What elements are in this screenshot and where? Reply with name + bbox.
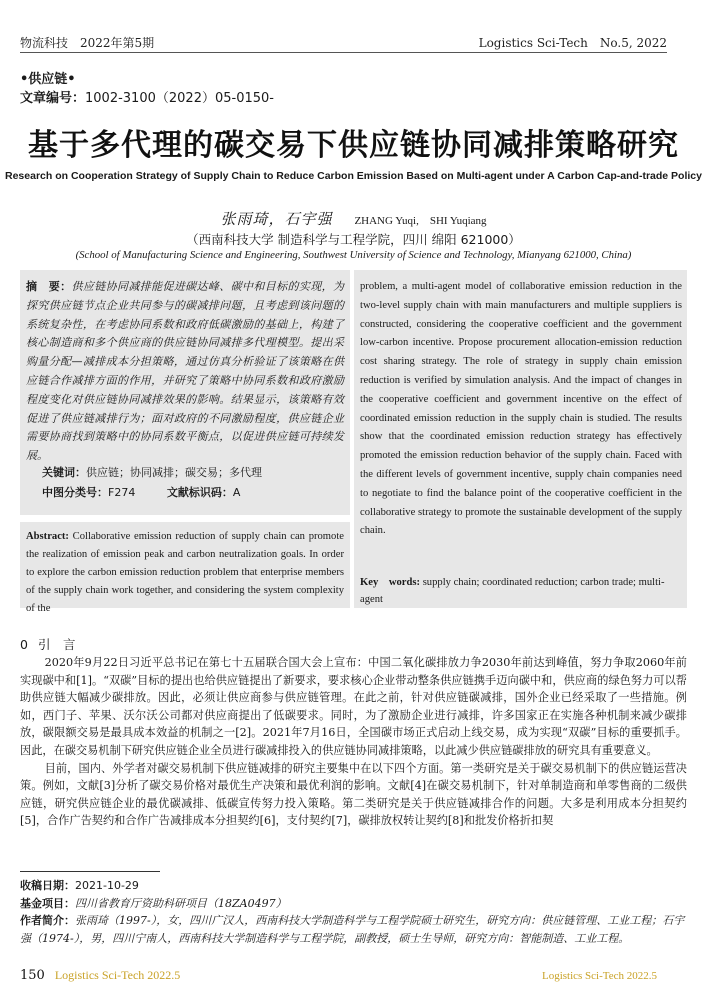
footnote-divider [20, 871, 160, 872]
footer-source-left: Logistics Sci-Tech 2022.5 [54, 968, 181, 982]
abstract-en-right: problem, a multi-agent model of collaborative emission reduction in the two-level supply chain with main manufacturers and multiple suppliers is constructed, considering the cooperative coefficient and the government low-carbon incentive. Propose procurement allocation-emission reduction cost sharing strategy. The role of strategy in supply chain emission reduction is verified by simulation analysis. And the impact of changes in the cooperative coefficient and government incentive on the effect of coordinated emission reduction in the supply chain is studied. The results show that the coordinated emission reduction strategy has effectively promoted the emission reduction behavior of the supply chain. Faced with the different levels of government incentive, supply chain companies need to negotiate to find the balance point of the cooperative coefficient in the collaborative strategy to promote the sustainable development of the supply chain. [360, 281, 682, 537]
title-zh: 基于多代理的碳交易下供应链协同减排策略研究 [28, 128, 679, 163]
journal-issue-en: Logistics Sci-Tech No.5, 2022 [478, 36, 667, 50]
article-number-value: 1002-3100（2022）05-0150- [85, 91, 274, 106]
paragraph: 2020年9月22日习近平总书记在第七十五届联合国大会上宣布：中国二氧化碳排放力争2030年前达到峰值，努力争取2060年前实现碳中和[1]。“双碳”目标的提出也给供应链提出了新要求，要求核心企业带动整条供应链携手迈向碳中和，供应商的绿色努力可以帮助供应链大幅减少碳排放。因此，必须让供应商参与供应链管理。在此之前，针对供应链碳减排，国外企业已经采取了一些措施。例如，西门子、苹果、沃尔沃公司都对供应商提出了低碳要求。同时，为了激励企业进行减排，许多国家正在实施各种机制来减少碳排放，碳限额交易是最具成本效益的机制之一[2]。2021年7月16日，全国碳市场正式启动上线交易，成为实现“双碳”目标的重要抓手。因此，在碳交易机制下研究供应链企业全员进行碳减排投入的供应链协同减排策略，以此减少供应链碳排放的研究具有重要意义。 [20, 656, 687, 757]
paragraph: 目前，国内、外学者对碳交易机制下供应链减排的研究主要集中在以下四个方面。第一类研究是关于碳交易机制下的供应链运营决策。例如，文献[3]分析了碳交易价格对最优生产决策和最优利润的影响。文献[4]在碳交易机制下，针对单制造商和单零售商的二级供应链，研究供应链企业的最优碳减排、低碳宣传努力投入策略。第二类研究是关于供应链减排合作的问题。大多是利用成本分担契约[5]，合作广告契约和合作广告减排成本分担契约[6]，支付契约[7]，碳排放权转让契约[8]和批发价格折扣契 [20, 761, 687, 828]
abstract-en-text-left: Collaborative emission reduction of supply chain can promote the realization of emission peak and carbon neutralization goals. In order to explore the carbon emission reduction problem that enterprise members of the supply chain work together, and considering the system complexity of the [26, 531, 344, 614]
article-number [20, 87, 274, 106]
doc-code-value: A [232, 486, 241, 499]
fund-project: 基金项目：四川省教育厅资助科研项目（18ZA0497） [20, 896, 287, 910]
authors [0, 208, 707, 229]
doc-code-label: 文献标识码： [166, 486, 233, 499]
keywords-zh-label: 关键词： [42, 466, 86, 479]
section-title: 引 言 [37, 637, 76, 652]
article-number-label: 文章编号： [20, 91, 86, 106]
affiliation-en: (School of Manufacturing Science and Engineering, Southwest University of Science and Technology, Mianyang 621000, China) [75, 249, 632, 261]
section-number: 0 [20, 637, 28, 652]
abstract-zh-text: 供应链协同减排能促进碳达峰、碳中和目标的实现，为探究供应链节点企业共同参与的碳减排问题，且考虑到该问题的系统复杂性，在考虑协同系数和政府低碳激励的基础上，构建了核心制造商和多个供应商的供应链协同减排多代理模型。提出采购量分配—减排成本分担策略，通过仿真分析验证了该策略在供应链合作减排方面的作用，并研究了策略中协同系数和政府激励程度变化对供应链协同减排效果的影响。结果显示，该策略有效促进了供应链减排行为；面对政府的不同激励程度，供应链企业需要协商找到策略中的协同系数平衡点，以促进供应链可持续发展。 [26, 280, 345, 463]
journal-issue-zh: 物流科技 2022年第5期 [20, 36, 155, 50]
footnotes [20, 877, 687, 947]
header-divider [20, 52, 667, 53]
page-number: 150 [20, 968, 45, 983]
running-header [20, 34, 667, 51]
authors-en: ZHANG Yuqi, SHI Yuqiang [354, 215, 487, 227]
section-heading [20, 635, 85, 653]
abstract-en-label: Abstract: [26, 531, 69, 542]
keywords-en [360, 574, 682, 608]
abstract-zh [26, 278, 344, 466]
abstract-box [20, 270, 687, 614]
abstract-zh-label: 摘 要： [26, 280, 72, 293]
keywords-zh [42, 464, 262, 480]
clc-value: F274 [108, 486, 136, 499]
keywords-en-label: Key words: [360, 577, 421, 588]
classification [42, 484, 268, 500]
abstract-en-left [26, 528, 344, 618]
column-tag: •供应链• [20, 72, 76, 87]
footer-source-right: Logistics Sci-Tech 2022.5 [541, 970, 657, 982]
keywords-en-value: supply chain; coordinated reduction; carbon trade; multi-agent [360, 577, 665, 605]
body-text [20, 654, 687, 830]
title-en: Research on Cooperation Strategy of Supply Chain to Reduce Carbon Emission Based on Multi-agent under A Carbon Cap-and-trade Policy [5, 170, 702, 182]
keywords-zh-value: 供应链；协同减排；碳交易；多代理 [86, 466, 262, 479]
footer-left [20, 968, 180, 983]
authors-zh: 张雨琦，石宇强 [220, 210, 333, 228]
author-bio: 作者简介：张雨琦（1997-），女，四川广汉人，西南科技大学制造科学与工程学院硕士研究生，研究方向：供应链管理、工业工程；石宇强（1974-），男，四川宁南人，西南科技大学制造科学与工程学院，副教授，硕士生导师，研究方向：智能制造、工业工程。 [20, 914, 685, 945]
received-date: 收稿日期：2021-10-29 [20, 879, 139, 892]
clc-label: 中图分类号： [42, 486, 108, 499]
affiliation-zh: （西南科技大学 制造科学与工程学院，四川 绵阳 621000） [186, 232, 521, 247]
